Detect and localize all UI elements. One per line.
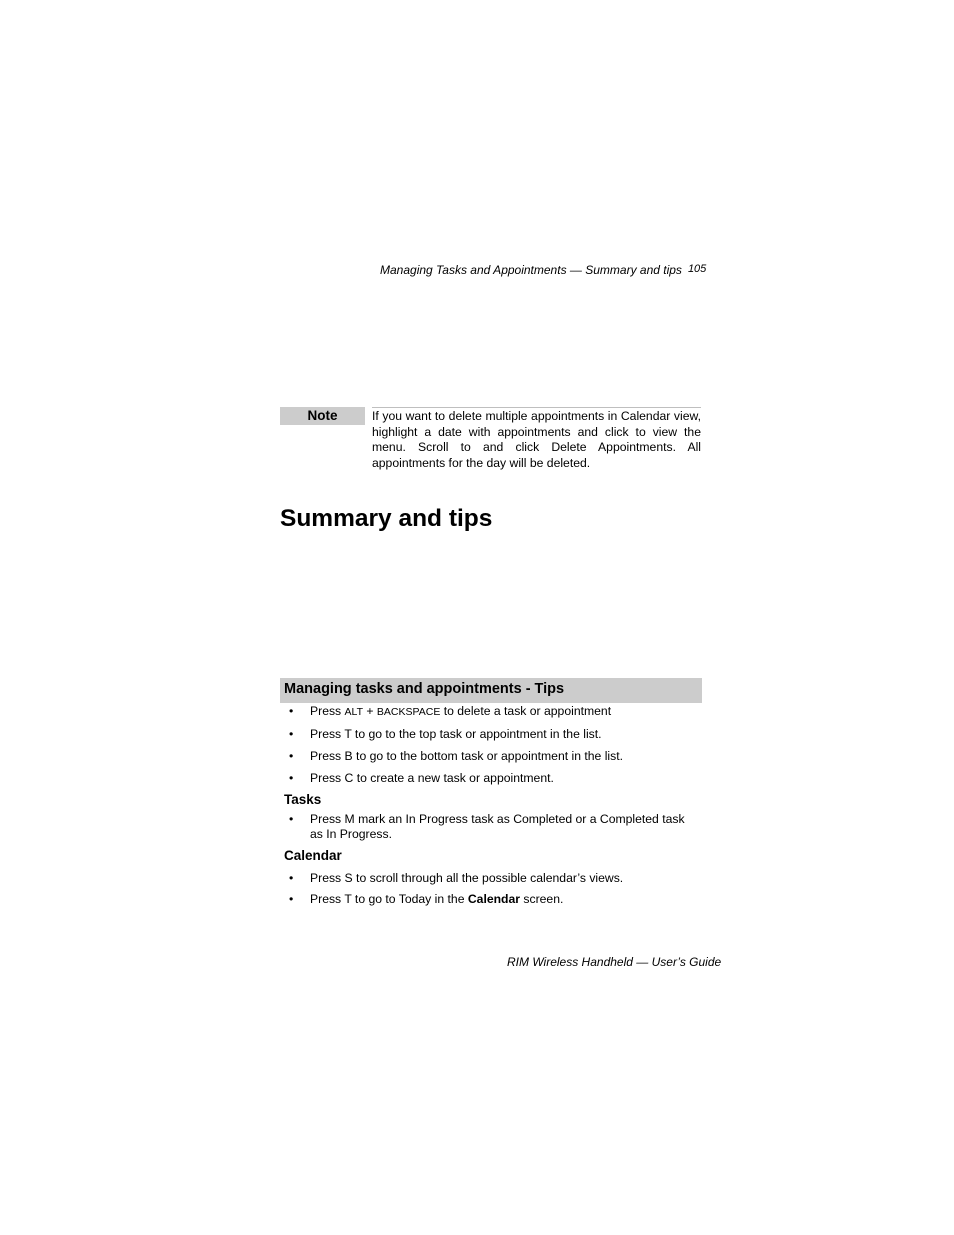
calendar-tips-list	[280, 871, 702, 907]
bullet-icon: •	[289, 749, 294, 763]
bullet-icon: •	[289, 727, 294, 741]
running-title: Managing Tasks and Appointments — Summary and tips	[380, 263, 682, 277]
tips-header: Managing tasks and appointments - Tips	[280, 678, 702, 703]
bullet-icon: •	[289, 892, 294, 906]
list-item: • Press M mark an In Progress task as Completed or a Completed task as In Progress.	[289, 812, 685, 841]
running-footer: RIM Wireless Handheld — User’s Guide	[507, 955, 722, 969]
section-title: Summary and tips	[280, 505, 493, 532]
list-item: • Press ALT + BACKSPACE to delete a task or appointment	[289, 704, 612, 718]
note-text: If you want to delete multiple appointments in Calendar view, highlight a date with appointments and click to view the menu. Scroll to and click Delete Appointments. All appointments for the day will be deleted.	[372, 409, 701, 470]
calendar-heading: Calendar	[284, 848, 342, 863]
bullet-icon: •	[289, 704, 294, 718]
bullet-icon: •	[289, 871, 294, 885]
list-item: • Press T to go to the top task or appointment in the list.	[289, 727, 602, 741]
list-item: • Press B to go to the bottom task or appointment in the list.	[289, 749, 623, 763]
page-number: 105	[687, 263, 707, 275]
list-item: • Press S to scroll through all the possible calendar’s views.	[289, 871, 624, 885]
list-item: • Press T to go to Today in the Calendar screen.	[289, 892, 564, 906]
running-header	[380, 263, 730, 277]
bullet-icon: •	[289, 812, 294, 826]
key-alt: ALT	[344, 706, 364, 718]
tasks-heading: Tasks	[284, 792, 322, 807]
tips-box	[280, 678, 702, 907]
general-tips-list	[280, 704, 702, 786]
bullet-icon: •	[289, 771, 294, 785]
note-block	[280, 407, 702, 471]
calendar-screen-name: Calendar	[467, 892, 521, 906]
tasks-tips-list	[280, 812, 702, 842]
key-backspace: BACKSPACE	[376, 706, 441, 718]
note-label: Note	[280, 407, 365, 425]
list-item: • Press C to create a new task or appointment.	[289, 771, 554, 785]
